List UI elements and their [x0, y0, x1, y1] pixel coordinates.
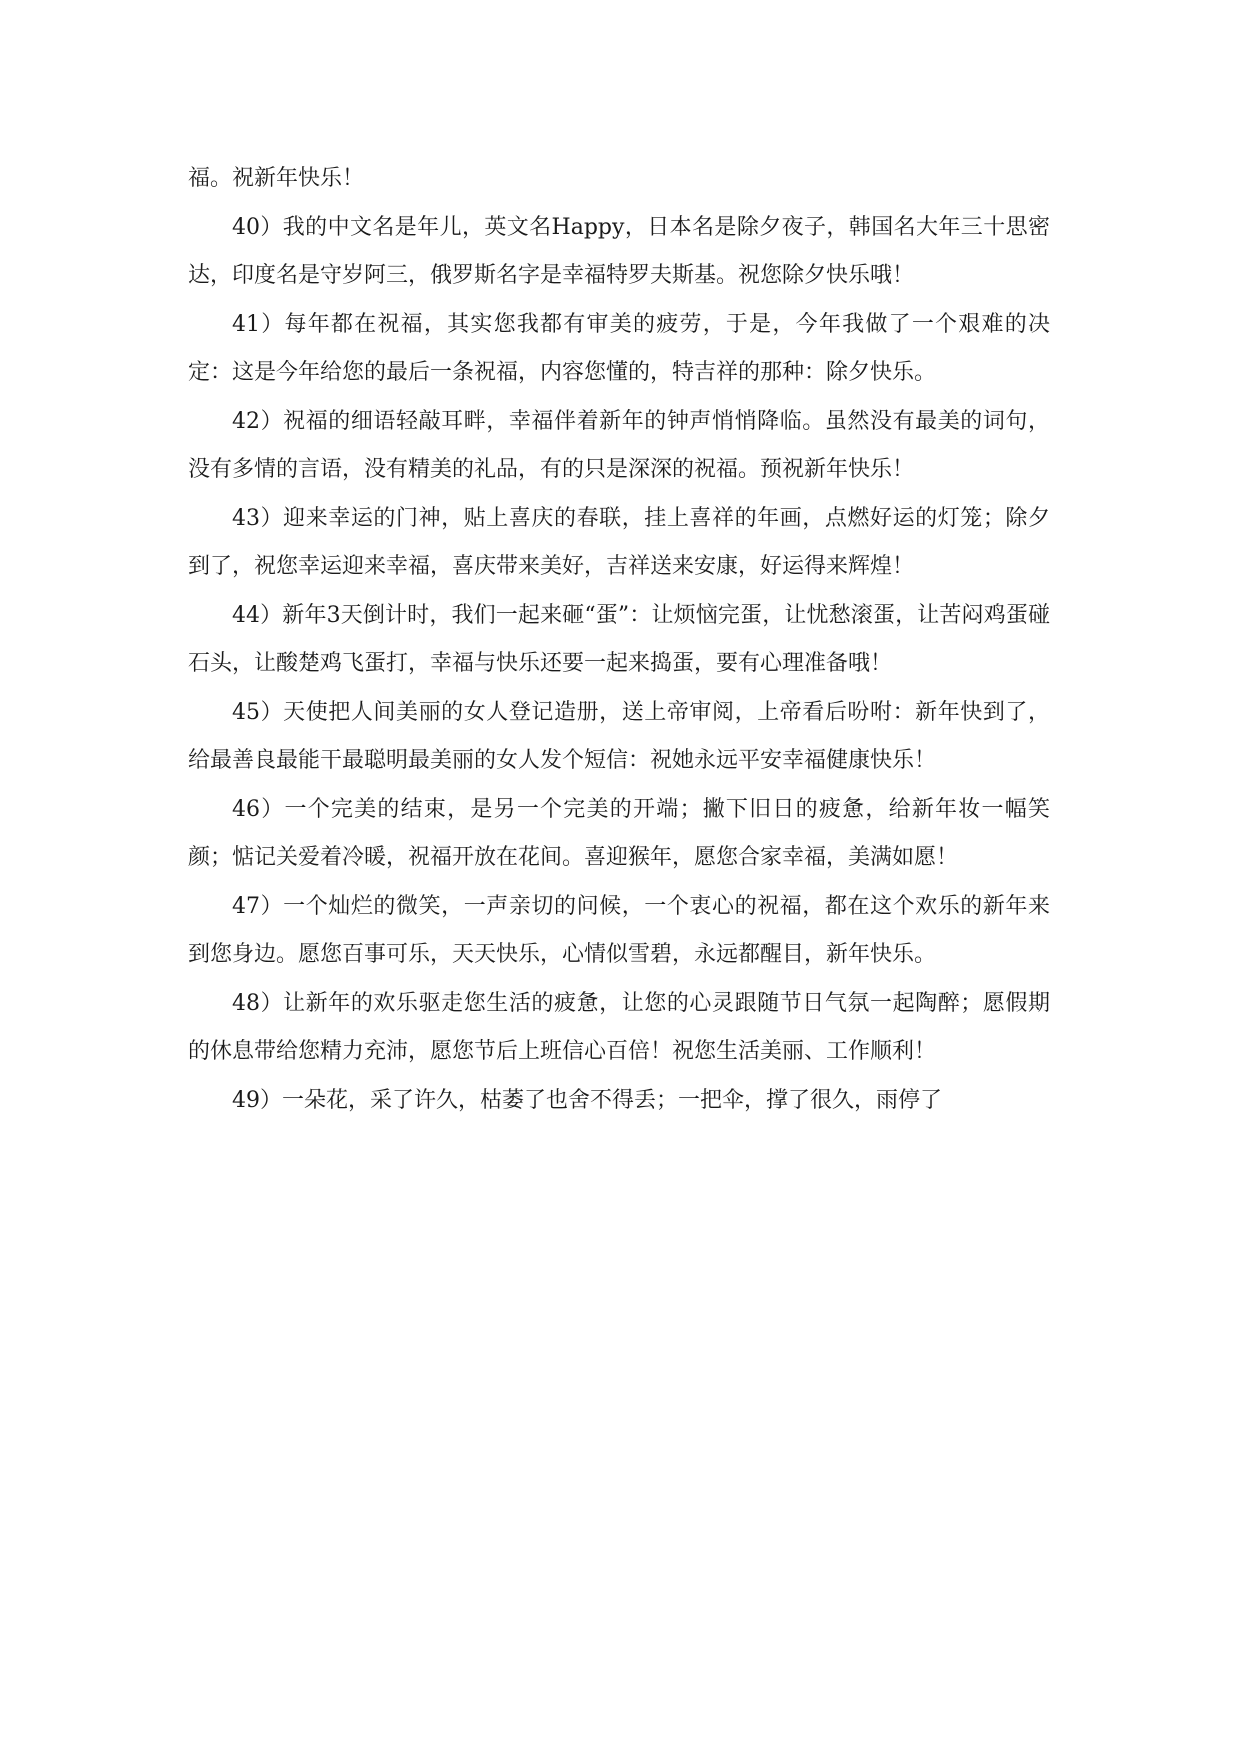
paragraph-40: 40）我的中文名是年儿，英文名Happy，日本名是除夕夜子，韩国名大年三十思密达，印度名是守岁阿三，俄罗斯名字是幸福特罗夫斯基。祝您除夕快乐哦！ [188, 214, 1050, 288]
paragraph-48: 48）让新年的欢乐驱走您生活的疲惫，让您的心灵跟随节日气氛一起陶醉；愿假期的休息带给您精力充沛，愿您节后上班信心百倍！祝您生活美丽、工作顺利！ [188, 990, 1050, 1064]
paragraph-49: 49）一朵花，采了许久，枯萎了也舍不得丢；一把伞，撑了很久，雨停了 [232, 1087, 942, 1113]
paragraph-42: 42）祝福的细语轻敲耳畔，幸福伴着新年的钟声悄悄降临。虽然没有最美的词句，没有多情的言语，没有精美的礼品，有的只是深深的祝福。预祝新年快乐！ [188, 408, 1050, 482]
paragraph-46: 46）一个完美的结束，是另一个完美的开端；撇下旧日的疲惫，给新年妆一幅笑颜；惦记关爱着冷暖，祝福开放在花间。喜迎猴年，愿您合家幸福，美满如愿！ [188, 796, 1050, 870]
paragraph-41: 41）每年都在祝福，其实您我都有审美的疲劳，于是，今年我做了一个艰难的决定：这是今年给您的最后一条祝福，内容您懂的，特吉祥的那种：除夕快乐。 [188, 311, 1050, 385]
paragraph-47: 47）一个灿烂的微笑，一声亲切的问候，一个衷心的祝福，都在这个欢乐的新年来到您身边。愿您百事可乐，天天快乐，心情似雪碧，永远都醒目，新年快乐。 [188, 893, 1050, 967]
paragraph-43: 43）迎来幸运的门神，贴上喜庆的春联，挂上喜祥的年画，点燃好运的灯笼；除夕到了，祝您幸运迎来幸福，喜庆带来美好，吉祥送来安康，好运得来辉煌！ [188, 505, 1050, 579]
paragraph-45: 45）天使把人间美丽的女人登记造册，送上帝审阅，上帝看后吩咐：新年快到了，给最善良最能干最聪明最美丽的女人发个短信：祝她永远平安幸福健康快乐！ [188, 699, 1050, 773]
document-body [188, 155, 1050, 1125]
continuation-paragraph: 福。祝新年快乐！ [188, 166, 365, 191]
paragraph-44: 44）新年3天倒计时，我们一起来砸“蛋”：让烦恼完蛋，让忧愁滚蛋，让苦闷鸡蛋碰石头，让酸楚鸡飞蛋打，幸福与快乐还要一起来捣蛋，要有心理准备哦！ [188, 602, 1050, 676]
